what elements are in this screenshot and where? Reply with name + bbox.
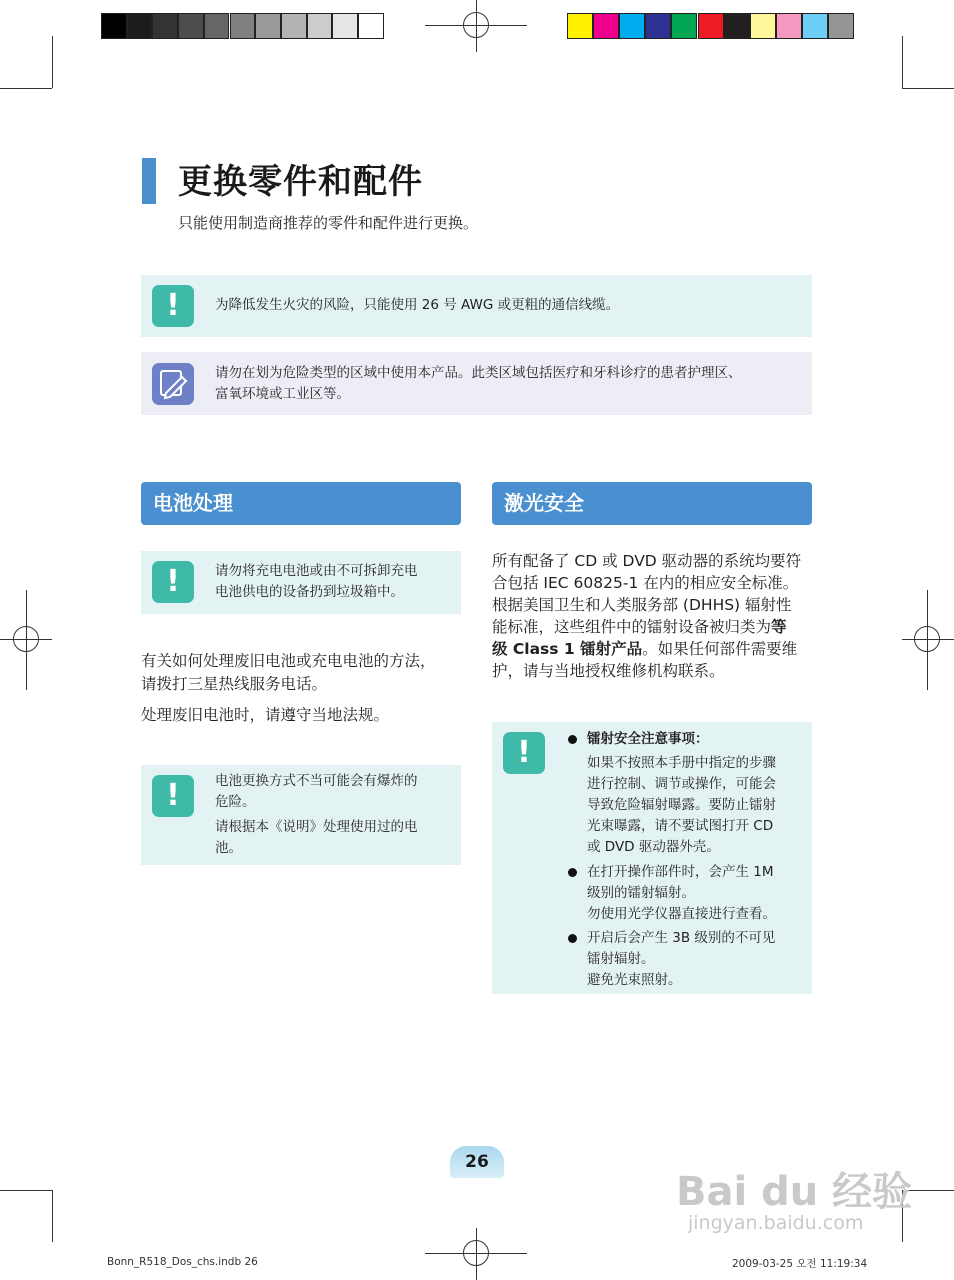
laser-warning-note xyxy=(492,722,812,994)
bullet-line: 镭射辐射。 xyxy=(587,951,655,967)
crop-line xyxy=(0,1190,52,1191)
color-swatch xyxy=(178,13,204,39)
laser-paragraph-line: 根据美国卫生和人类服务部 (DHHS) 辐射性 xyxy=(492,596,792,614)
bullet-title: 镭射安全注意事项： xyxy=(587,731,709,747)
laser-paragraph-line: 护，请与当地授权维修机构联系。 xyxy=(492,662,725,680)
color-swatch xyxy=(828,13,854,39)
page-title: 更换零件和配件 xyxy=(178,162,423,202)
color-swatch xyxy=(358,13,384,39)
exclamation-icon: ! xyxy=(152,285,194,327)
note-text-line: 电池更换方式不当可能会有爆炸的 xyxy=(215,773,418,789)
page-number: 26 xyxy=(450,1146,504,1178)
laser-paragraph-line xyxy=(492,638,797,660)
crop-line xyxy=(0,88,52,89)
laser-paragraph-line xyxy=(492,616,787,638)
note-text-line: 富氧环境或工业区等。 xyxy=(215,386,350,402)
pencil-memo-icon xyxy=(152,363,194,405)
battery-warning-note xyxy=(141,551,461,614)
baidu-watermark-url: jingyan.baidu.com xyxy=(688,1212,864,1234)
laser-class-bold: 级 Class 1 镭射产品 xyxy=(492,640,643,658)
exclamation-icon: ! xyxy=(152,775,194,817)
color-swatch xyxy=(230,13,256,39)
battery-section-heading: 电池处理 xyxy=(141,482,461,525)
exclamation-icon: ! xyxy=(152,561,194,603)
footer-timestamp: 2009-03-25 오전 11:19:34 xyxy=(732,1258,868,1270)
battery-paragraph-line: 请拨打三星热线服务电话。 xyxy=(141,675,328,693)
laser-paragraph-line: 合包括 IEC 60825-1 在内的相应安全标准。 xyxy=(492,574,799,592)
crop-line xyxy=(902,36,903,88)
laser-section-heading: 激光安全 xyxy=(492,482,812,525)
note-text-line: 请勿在划为危险类型的区域中使用本产品。此类区域包括医疗和牙科诊疗的患者护理区、 xyxy=(215,365,742,381)
laser-text: 。如果任何部件需要维 xyxy=(642,640,798,658)
color-swatch xyxy=(698,13,724,39)
laser-text-bold: 等 xyxy=(771,618,787,636)
note-text-line: 请根据本《说明》处理使用过的电 xyxy=(215,819,418,835)
color-swatch xyxy=(307,13,333,39)
crop-line xyxy=(476,1228,477,1280)
color-swatch xyxy=(567,13,593,39)
color-swatch xyxy=(204,13,230,39)
battery-paragraph-line: 有关如何处理废旧电池或充电电池的方法， xyxy=(141,652,436,670)
color-swatch xyxy=(101,13,127,39)
bullet-line: 在打开操作部件时，会产生 1M xyxy=(587,864,774,880)
color-swatch xyxy=(281,13,307,39)
color-swatch xyxy=(127,13,153,39)
color-swatch xyxy=(724,13,750,39)
bullet-line: 或 DVD 驱动器外壳。 xyxy=(587,839,720,855)
battery-paragraph: 处理废旧电池时，请遵守当地法规。 xyxy=(141,706,390,724)
color-swatch xyxy=(802,13,828,39)
battery-explosion-warning-note xyxy=(141,765,461,865)
title-accent-bar xyxy=(142,158,156,204)
color-swatch xyxy=(152,13,178,39)
color-swatch xyxy=(619,13,645,39)
warning-note-cable xyxy=(141,275,812,337)
bullet-icon xyxy=(568,868,577,877)
bullet-line: 导致危险辐射曝露。要防止镭射 xyxy=(587,797,776,813)
page-subtitle: 只能使用制造商推荐的零件和配件进行更换。 xyxy=(178,214,479,232)
bullet-icon xyxy=(568,934,577,943)
color-swatch xyxy=(593,13,619,39)
crop-line xyxy=(26,590,27,690)
note-text-line: 危险。 xyxy=(215,794,256,810)
note-text-line: 请勿将充电电池或由不可拆卸充电 xyxy=(215,563,418,579)
color-swatch xyxy=(671,13,697,39)
bullet-icon xyxy=(568,735,577,744)
color-swatch xyxy=(750,13,776,39)
bullet-line: 如果不按照本手册中指定的步骤 xyxy=(587,755,776,771)
laser-text: 能标准，这些组件中的镭射设备被归类为 xyxy=(492,618,772,636)
bullet-line: 级别的镭射辐射。 xyxy=(587,885,695,901)
note-text-line: 电池供电的设备扔到垃圾箱中。 xyxy=(215,584,404,600)
bullet-line: 勿使用光学仪器直接进行查看。 xyxy=(587,906,776,922)
bullet-line: 光束曝露，请不要试图打开 CD xyxy=(587,818,774,834)
color-swatch xyxy=(776,13,802,39)
bullet-line: 开启后会产生 3B 级别的不可见 xyxy=(587,930,776,946)
color-swatch xyxy=(332,13,358,39)
exclamation-icon: ! xyxy=(503,732,545,774)
note-text-line: 池。 xyxy=(215,840,242,856)
footer-file-name: Bonn_R518_Dos_chs.indb 26 xyxy=(107,1256,258,1268)
crop-line xyxy=(902,88,954,89)
bullet-line: 避免光束照射。 xyxy=(587,972,682,988)
baidu-watermark-logo: Bai du 经验 xyxy=(676,1169,913,1215)
laser-paragraph-line: 所有配备了 CD 或 DVD 驱动器的系统均要符 xyxy=(492,552,802,570)
crop-line xyxy=(902,639,954,640)
color-swatch xyxy=(255,13,281,39)
crop-line xyxy=(52,1190,53,1242)
bullet-line: 进行控制、调节或操作，可能会 xyxy=(587,776,776,792)
crop-line xyxy=(476,0,477,52)
memo-note-hazard xyxy=(141,352,812,415)
crop-line xyxy=(927,590,928,690)
color-swatch xyxy=(645,13,671,39)
note-text: 为降低发生火灾的风险，只能使用 26 号 AWG 或更粗的通信线缆。 xyxy=(215,297,620,313)
crop-line xyxy=(52,36,53,88)
